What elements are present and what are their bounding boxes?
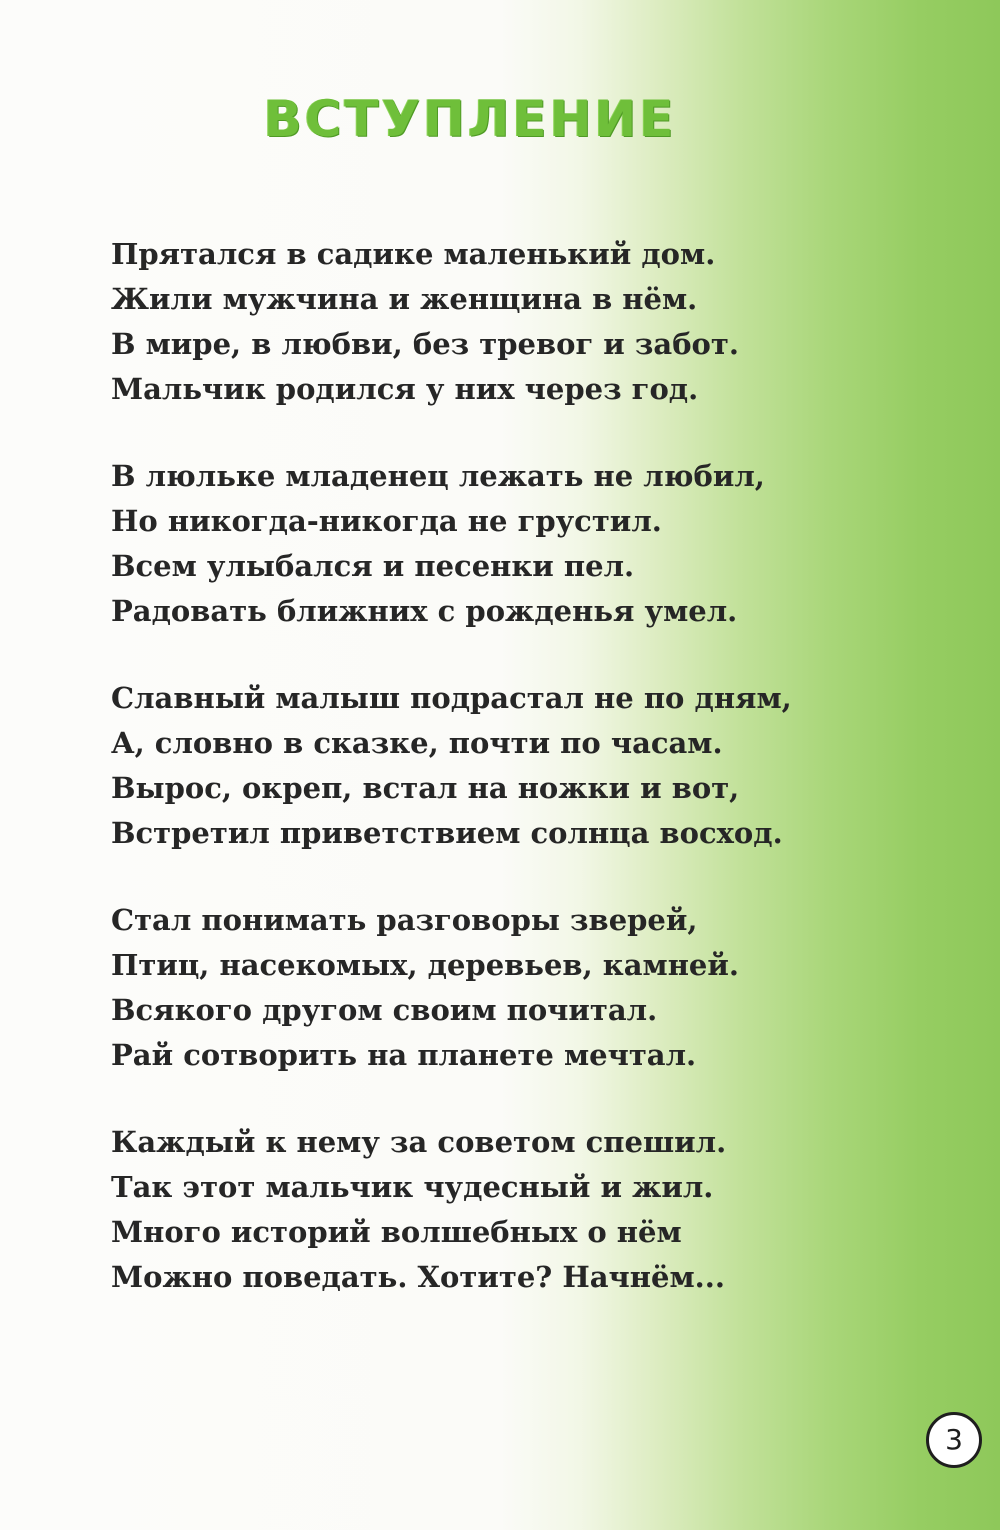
stanza	[111, 232, 971, 412]
poem-line: Можно поведать. Хотите? Начнём...	[111, 1260, 725, 1294]
poem-line: Жили мужчина и женщина в нём.	[111, 282, 698, 316]
poem-line: Мальчик родился у них через год.	[111, 372, 699, 406]
poem-line: Всякого другом своим почитал.	[111, 993, 658, 1027]
poem	[111, 232, 971, 1342]
poem-line: В мире, в любви, без тревог и забот.	[111, 327, 739, 361]
poem-line: Прятался в садике маленький дом.	[111, 237, 716, 271]
poem-line: Славный малыш подрастал не по дням,	[111, 681, 792, 715]
poem-line: Каждый к нему за советом спешил.	[111, 1125, 727, 1159]
stanza	[111, 454, 971, 634]
stanza	[111, 1120, 971, 1300]
poem-line: Встретил приветствием солнца восход.	[111, 816, 783, 850]
poem-line: Но никогда-никогда не грустил.	[111, 504, 662, 538]
stanza	[111, 676, 971, 856]
poem-line: Так этот мальчик чудесный и жил.	[111, 1170, 714, 1204]
poem-line: Рай сотворить на планете мечтал.	[111, 1038, 697, 1072]
poem-line: А, словно в сказке, почти по часам.	[111, 726, 723, 760]
poem-line: Птиц, насекомых, деревьев, камней.	[111, 948, 739, 982]
page-number-badge: 3	[926, 1412, 982, 1468]
poem-line: Всем улыбался и песенки пел.	[111, 549, 635, 583]
poem-line: Радовать ближних с рожденья умел.	[111, 594, 738, 628]
page-title: ВСТУПЛЕНИЕ	[263, 90, 677, 148]
poem-line: Много историй волшебных о нём	[111, 1215, 682, 1249]
poem-line: Вырос, окреп, встал на ножки и вот,	[111, 771, 740, 805]
stanza	[111, 898, 971, 1078]
poem-line: В люльке младенец лежать не любил,	[111, 459, 765, 493]
poem-line: Стал понимать разговоры зверей,	[111, 903, 698, 937]
